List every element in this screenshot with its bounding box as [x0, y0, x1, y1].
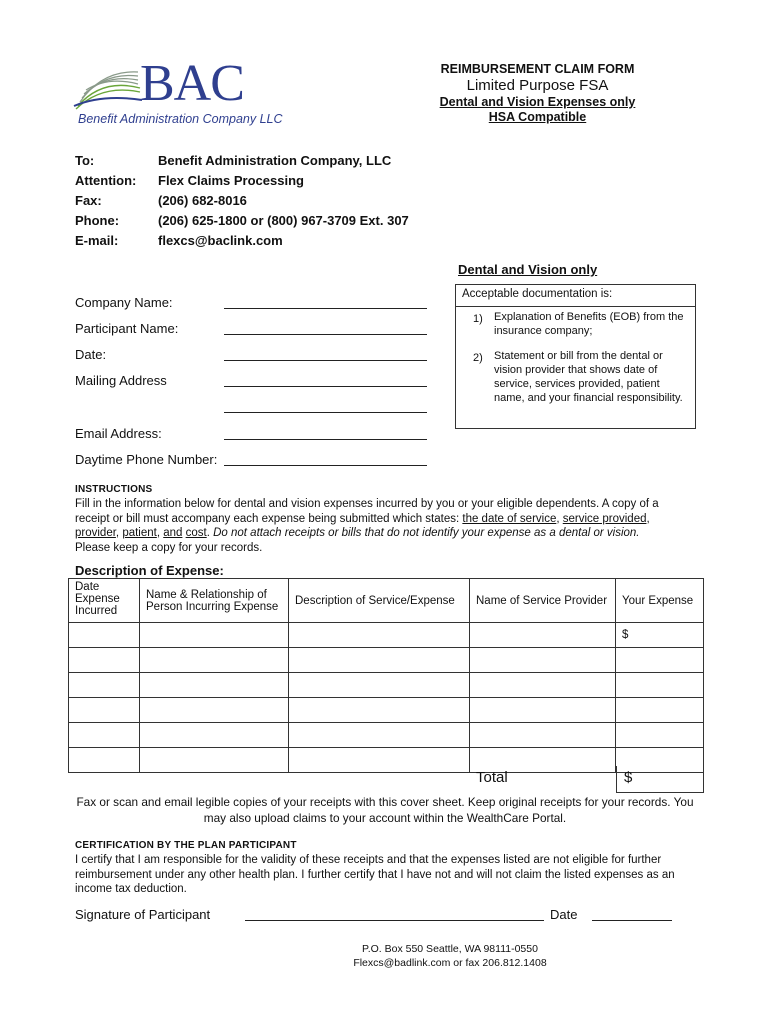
cell-person[interactable]	[140, 623, 289, 648]
doc-item-1-text: Explanation of Benefits (EOB) from the insurance company;	[494, 311, 684, 337]
cell-description[interactable]	[289, 723, 470, 748]
cell-date[interactable]	[69, 623, 140, 648]
cell-date[interactable]	[69, 748, 140, 773]
cell-person[interactable]	[140, 748, 289, 773]
cell-amount[interactable]	[616, 648, 704, 673]
daytime-phone-label: Daytime Phone Number:	[75, 452, 218, 467]
cell-amount[interactable]	[616, 698, 704, 723]
cell-provider[interactable]	[470, 698, 616, 723]
column-provider: Name of Service Provider	[470, 579, 616, 623]
hsa-compatible-line: HSA Compatible	[488, 110, 587, 124]
form-title: REIMBURSEMENT CLAIM FORM	[440, 62, 635, 76]
total-label: Total	[476, 769, 508, 786]
total-field[interactable]	[616, 766, 704, 793]
company-name-field[interactable]	[224, 308, 427, 309]
bac-logo-icon	[72, 62, 144, 112]
cell-date[interactable]	[69, 698, 140, 723]
cell-provider[interactable]	[470, 673, 616, 698]
doc-item-1-number: 1)	[473, 313, 483, 325]
company-name-label: Company Name:	[75, 295, 173, 310]
documentation-heading: Acceptable documentation is:	[456, 285, 695, 307]
table-row[interactable]	[69, 723, 704, 748]
contact-label-phone: Phone:	[75, 213, 120, 228]
contact-value-email: flexcs@baclink.com	[158, 233, 283, 248]
column-your-expense: Your Expense	[616, 579, 704, 623]
cell-description[interactable]	[289, 748, 470, 773]
total-value: $	[624, 769, 633, 786]
column-date: Date Expense Incurred	[69, 579, 140, 623]
participant-name-field[interactable]	[224, 334, 427, 335]
column-person: Name & Relationship of Person Incurring Expense	[140, 579, 289, 623]
dental-vision-only-line: Dental and Vision Expenses only	[439, 95, 636, 109]
expense-table	[68, 578, 704, 773]
dental-vision-heading: Dental and Vision only	[458, 262, 598, 277]
signature-label: Signature of Participant	[75, 907, 211, 922]
contact-value-fax: (206) 682-8016	[158, 193, 247, 208]
cell-description[interactable]	[289, 673, 470, 698]
footer-contact: Flexcs@badlink.com or fax 206.812.1408	[353, 957, 547, 969]
cell-date[interactable]	[69, 673, 140, 698]
contact-label-fax: Fax:	[75, 193, 102, 208]
contact-value-phone: (206) 625-1800 or (800) 967-3709 Ext. 307	[158, 213, 409, 228]
logo-subtitle: Benefit Administration Company LLC	[78, 112, 283, 126]
cell-provider[interactable]	[470, 648, 616, 673]
column-description: Description of Service/Expense	[289, 579, 470, 623]
date-field[interactable]	[224, 360, 427, 361]
date-label: Date:	[75, 347, 107, 362]
table-row[interactable]	[69, 648, 704, 673]
cell-person[interactable]	[140, 648, 289, 673]
mailing-address-field-2[interactable]	[224, 412, 427, 413]
certification-text: I certify that I am responsible for the validity of these receipts and that the expenses listed are not eligible for further reimbursement under any other health plan. I further certify that I have not and will not claim the listed expenses as an income tax deduction.	[75, 854, 675, 895]
cell-provider[interactable]	[470, 723, 616, 748]
contact-label-to: To:	[75, 153, 95, 168]
doc-item-2-text: Statement or bill from the dental or vision provider that shows date of service, services provided, patient name, and your financial responsibility.	[494, 350, 683, 404]
signature-date-label: Date	[550, 907, 578, 922]
cell-amount[interactable]: $	[616, 623, 704, 648]
cell-person[interactable]	[140, 673, 289, 698]
instructions-heading: INSTRUCTIONS	[75, 484, 153, 495]
contact-label-email: E-mail:	[75, 233, 119, 248]
cell-person[interactable]	[140, 723, 289, 748]
cell-date[interactable]	[69, 723, 140, 748]
table-row[interactable]	[69, 698, 704, 723]
instructions-text: Fill in the information below for dental and vision expenses incurred by you or your eligible dependents. A copy of a receipt or bill must accompany each expense being submitted which states: the date of service, service provided, provider, patient, and cost. Do not attach receipts or bills that do not identify your expense as a dental or vision. Please keep a copy for your records.	[75, 498, 659, 554]
cell-amount[interactable]	[616, 673, 704, 698]
email-address-field[interactable]	[224, 439, 427, 440]
logo-text: BAC	[140, 55, 244, 112]
contact-value-to: Benefit Administration Company, LLC	[158, 153, 392, 168]
email-address-label: Email Address:	[75, 426, 162, 441]
mailing-address-field-1[interactable]	[224, 386, 427, 387]
footer-address: P.O. Box 550 Seattle, WA 98111-0550	[362, 943, 538, 955]
certification-heading: CERTIFICATION BY THE PLAN PARTICIPANT	[75, 840, 297, 851]
cell-description[interactable]	[289, 698, 470, 723]
documentation-box	[455, 284, 696, 429]
form-subtitle: Limited Purpose FSA	[466, 77, 609, 94]
daytime-phone-field[interactable]	[224, 465, 427, 466]
contact-value-attention: Flex Claims Processing	[158, 173, 304, 188]
participant-name-label: Participant Name:	[75, 321, 179, 336]
doc-item-2-number: 2)	[473, 352, 483, 364]
cell-provider[interactable]	[470, 623, 616, 648]
signature-date-field[interactable]	[592, 920, 672, 921]
expense-table-header	[69, 579, 704, 623]
signature-field[interactable]	[245, 920, 544, 921]
cell-description[interactable]	[289, 623, 470, 648]
table-row[interactable]	[69, 623, 704, 648]
cell-person[interactable]	[140, 698, 289, 723]
fax-note: Fax or scan and email legible copies of your receipts with this cover sheet. Keep original receipts for your records. You may also upload claims to your account within the WealthCare Portal.	[76, 795, 694, 825]
table-row[interactable]	[69, 673, 704, 698]
mailing-address-label: Mailing Address	[75, 373, 167, 388]
cell-amount[interactable]	[616, 723, 704, 748]
cell-date[interactable]	[69, 648, 140, 673]
table-row[interactable]	[69, 748, 704, 773]
cell-description[interactable]	[289, 648, 470, 673]
expense-heading: Description of Expense:	[75, 563, 224, 578]
contact-label-attention: Attention:	[75, 173, 137, 188]
